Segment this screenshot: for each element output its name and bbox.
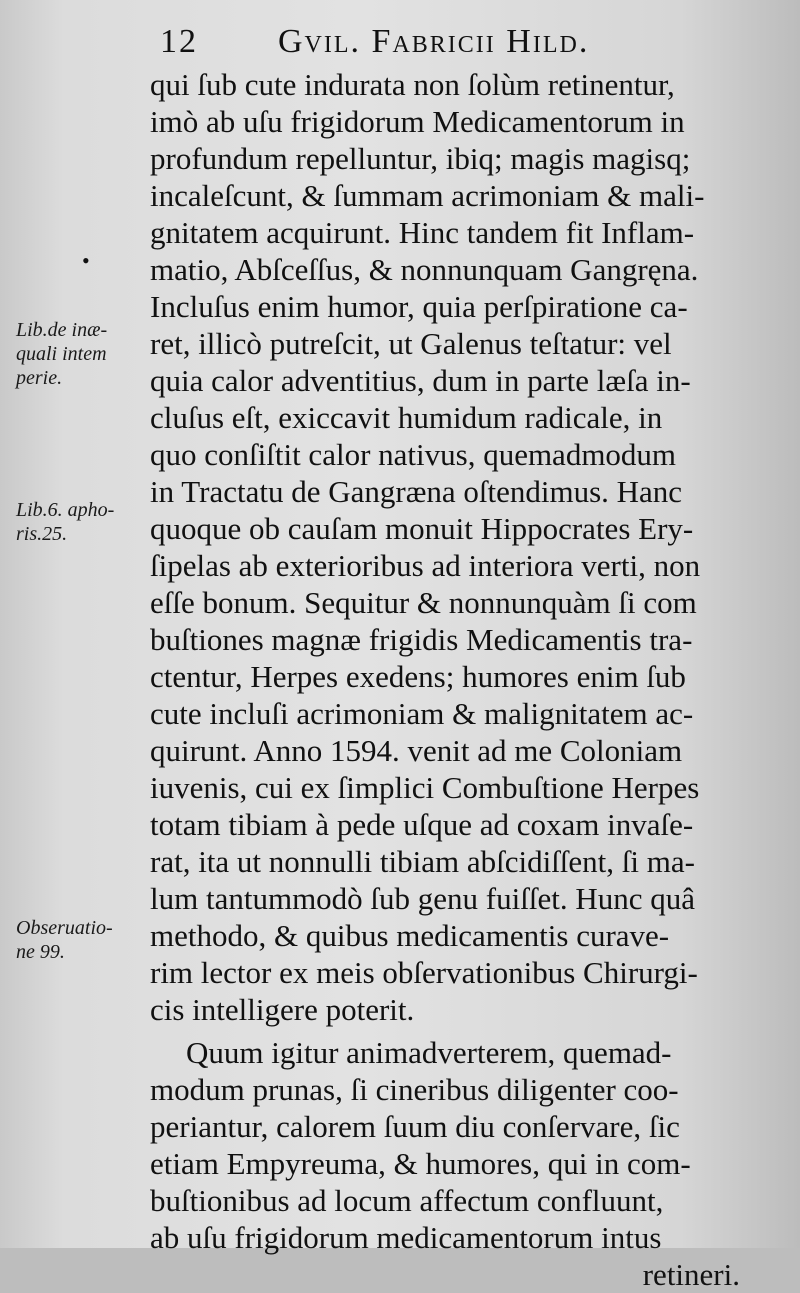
text-line: quirunt. Anno 1594. venit ad me Coloniam: [150, 733, 683, 768]
margin-note-line: ne 99.: [16, 941, 65, 963]
text-line: gnitatem acquirunt. Hinc tandem fit Inflam-: [150, 215, 695, 250]
margin-notes: [0, 0, 150, 1248]
text-line: cute incluſi acrimoniam & malignitatem ac-: [150, 696, 694, 731]
margin-note-line: perie.: [16, 367, 63, 389]
text-line: ſipelas ab exterioribus ad interiora verti, non: [150, 548, 701, 583]
text-line: cluſus eſt, exiccavit humidum radicale, in: [150, 400, 663, 435]
text-line: eſſe bonum. Sequitur & nonnunquàm ſi com: [150, 585, 697, 620]
text-line: profundum repelluntur, ibiq; magis magisq;: [150, 141, 691, 176]
text-line: incaleſcunt, & ſummam acrimoniam & mali-: [150, 178, 705, 213]
text-line: iuvenis, cui ex ſimplici Combuſtione Herpes: [150, 770, 700, 805]
page-number: 12: [160, 23, 198, 60]
text-line: methodo, & quibus medicamentis curave-: [150, 918, 670, 953]
margin-note-line: quali intem: [16, 343, 107, 365]
final-line: retineri.: [642, 1257, 740, 1292]
text-line: modum prunas, ſi cineribus diligenter coo-: [150, 1072, 679, 1107]
text-line: periantur, calorem ſuum diu conſervare, ſic: [150, 1109, 680, 1144]
text-line: in Tractatu de Gangræna oſtendimus. Hanc: [150, 474, 683, 509]
text-line: totam tibiam à pede uſque ad coxam invaſe-: [150, 807, 694, 842]
running-title: Gvil. Fabricii Hild.: [278, 23, 590, 60]
text-line: cis intelligere poterit.: [150, 992, 415, 1027]
text-line: ab uſu frigidorum medicamentorum intus: [150, 1220, 662, 1255]
margin-note-line: ris.25.: [16, 523, 68, 545]
margin-note-line: Lib.6. apho-: [16, 499, 115, 521]
text-line: etiam Empyreuma, & humores, qui in com-: [150, 1146, 691, 1181]
text-line: Incluſus enim humor, quia perſpiratione ca-: [150, 289, 688, 324]
margin-note-observatio: [16, 916, 150, 964]
body-text: [150, 66, 740, 1293]
text-line: imò ab uſu frigidorum Medicamentorum in: [150, 104, 685, 139]
margin-note-galen: [16, 318, 150, 390]
margin-mark: •: [82, 248, 90, 273]
text-line: buſtiones magnæ frigidis Medicamentis tra-: [150, 622, 693, 657]
text-line: buſtionibus ad locum affectum confluunt,: [150, 1183, 664, 1218]
page-header: [160, 20, 760, 64]
margin-note-hippocrates: [16, 498, 150, 546]
text-line: quia calor adventitius, dum in parte læſa in-: [150, 363, 691, 398]
text-line: rim lector ex meis obſervationibus Chirurgi-: [150, 955, 698, 990]
text-line: quoque ob cauſam monuit Hippocrates Ery-: [150, 511, 694, 546]
paragraph-start-line: Quum igitur animadverterem, quemad-: [186, 1035, 672, 1070]
text-line: qui ſub cute indurata non ſolùm retinentur,: [150, 67, 675, 102]
text-line: ctentur, Herpes exedens; humores enim ſub: [150, 659, 686, 694]
margin-note-line: Lib.de inæ-: [16, 319, 108, 341]
text-line: lum tantummodò ſub genu fuiſſet. Hunc quâ: [150, 881, 695, 916]
margin-note-line: Obseruatio-: [16, 917, 113, 939]
text-line: ret, illicò putreſcit, ut Galenus teſtatur: vel: [150, 326, 672, 361]
text-line: matio, Abſceſſus, & nonnunquam Gangręna.: [150, 252, 699, 287]
text-line: quo conſiſtit calor nativus, quemadmodum: [150, 437, 677, 472]
text-line: rat, ita ut nonnulli tibiam abſcidiſſent, ſi ma-: [150, 844, 695, 879]
